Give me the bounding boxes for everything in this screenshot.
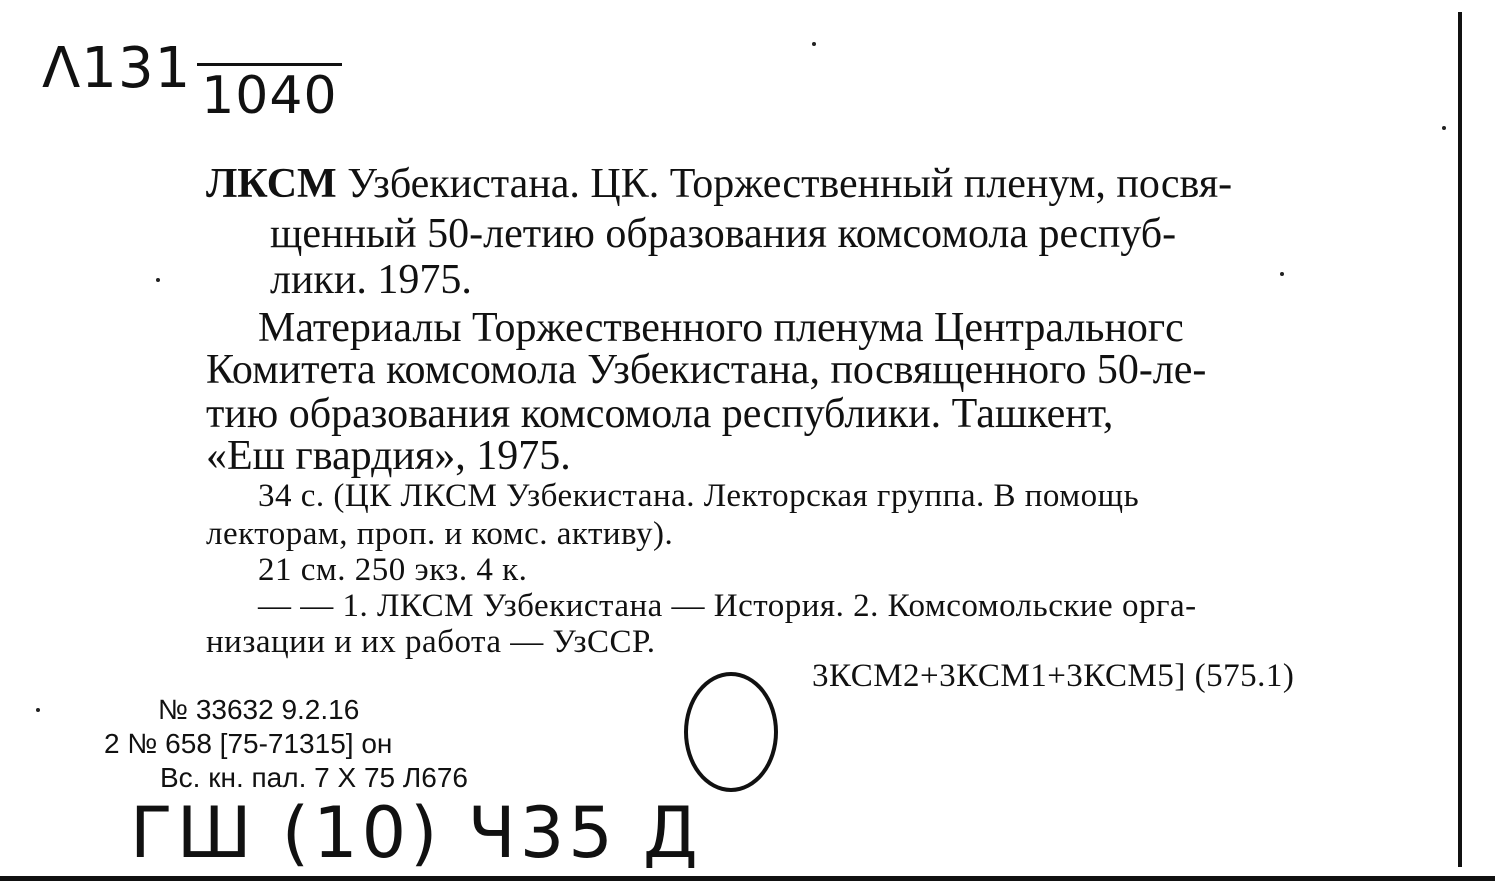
imprint-line-1: № 33632 9.2.16 (158, 694, 360, 725)
handwritten-shelf-mark (42, 36, 342, 126)
library-stamp-circle (684, 672, 778, 792)
size-line: 21 см. 250 экз. 4 к. (258, 552, 528, 588)
subjects-line-1: — — 1. ЛКСМ Узбекистана — История. 2. Комсомольские орга- (258, 588, 1197, 624)
title-line-4: «Еш гвардия», 1975. (206, 433, 571, 479)
speck (812, 42, 816, 46)
heading-author: ЛКСМ (206, 161, 337, 207)
speck (1442, 126, 1446, 130)
title-line-3: тию образования комсомола республики. Ташкент, (206, 391, 1114, 437)
card-right-border (1458, 12, 1462, 867)
heading-line-2: щенный 50-летию образования комсомола респуб- (270, 211, 1177, 257)
heading-line-1 (206, 160, 1232, 208)
title-line-1: Материалы Торжественного пленума Центральногс (258, 305, 1184, 351)
classification-index: 3КСМ2+3КСМ1+3КСМ5] (575.1) (812, 658, 1295, 694)
shelf-mark-denominator: 1040 (197, 63, 341, 126)
speck (156, 278, 160, 282)
speck (1280, 272, 1284, 276)
imprint-line-3: Вс. кн. пал. 7 X 75 Л676 (160, 762, 468, 793)
card-bottom-border (0, 876, 1495, 881)
collation-line-2: лекторам, проп. и комс. активу). (206, 516, 674, 552)
collation-line-1: 34 с. (ЦК ЛКСМ Узбекистана. Лекторская группа. В помощь (258, 478, 1140, 514)
imprint-line-2: 2 № 658 [75-71315] он (104, 728, 393, 759)
handwritten-bottom-mark: ГШ (10) Ч35 Д (130, 792, 702, 874)
speck (36, 708, 40, 712)
subjects-line-2: низации и их работа — УзССР. (206, 624, 656, 660)
heading-line-1-rest: Узбекистана. ЦК. Торжественный пленум, посвя- (336, 161, 1233, 207)
title-line-2: Комитета комсомола Узбекистана, посвященного 50-ле- (206, 347, 1207, 393)
heading-line-3: лики. 1975. (270, 257, 472, 303)
shelf-mark-number: Λ131 (42, 36, 192, 101)
